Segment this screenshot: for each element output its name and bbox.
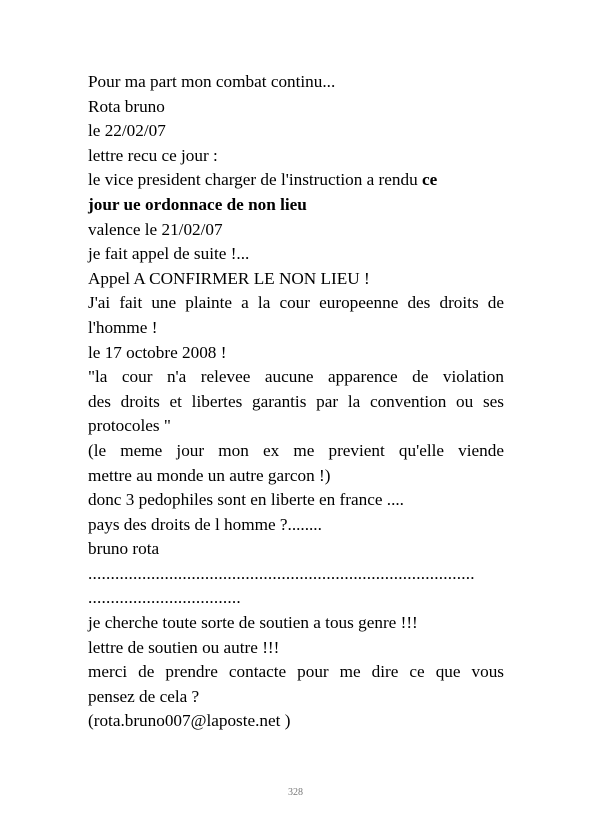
email-line: (rota.bruno007@laposte.net )	[88, 711, 291, 731]
text-line: je fait appel de suite !...	[88, 244, 250, 264]
text-line: le 22/02/07	[88, 121, 166, 141]
text-line: donc 3 pedophiles sont en liberte en france ....	[88, 490, 404, 510]
text-line: l'homme !	[88, 317, 158, 337]
page-body	[88, 70, 504, 734]
text-line: je cherche toute sorte de soutien a tous genre !!!	[88, 613, 418, 633]
text-line: protocoles "	[88, 416, 171, 436]
text-line: Pour ma part mon combat continu...	[88, 72, 336, 91]
text-line	[88, 168, 504, 193]
text-line: pays des droits de l homme ?........	[88, 514, 322, 534]
text-line: merci de prendre contacte pour me dire ce que vous	[88, 662, 504, 682]
bold-text-line: jour ue ordonnace de non lieu	[88, 194, 307, 214]
text-line: lettre de soutien ou autre !!!	[88, 637, 280, 657]
dotted-separator: ..................................	[88, 588, 241, 608]
dotted-separator: ......................................................................................	[88, 563, 475, 583]
text-segment: le vice president charger de l'instruction a rendu	[88, 170, 422, 190]
text-line: lettre recu ce jour :	[88, 145, 218, 165]
text-line: (le meme jour mon ex me previent qu'elle viende	[88, 440, 504, 460]
bold-text-segment: ce	[422, 170, 438, 190]
text-line: des droits et libertes garantis par la convention ou ses	[88, 391, 504, 411]
text-line: bruno rota	[88, 539, 160, 559]
page-number: 328	[288, 787, 303, 798]
text-line: valence le 21/02/07	[88, 219, 223, 239]
text-line: mettre au monde un autre garcon !)	[88, 465, 331, 485]
text-line: Rota bruno	[88, 96, 165, 116]
text-line: le 17 octobre 2008 !	[88, 342, 227, 362]
text-line: "la cour n'a relevee aucune apparence de violation	[88, 367, 504, 387]
text-line: pensez de cela ?	[88, 686, 200, 706]
text-line: Appel A CONFIRMER LE NON LIEU !	[88, 268, 370, 288]
text-line: J'ai fait une plainte a la cour europeenne des droits de	[88, 293, 504, 313]
